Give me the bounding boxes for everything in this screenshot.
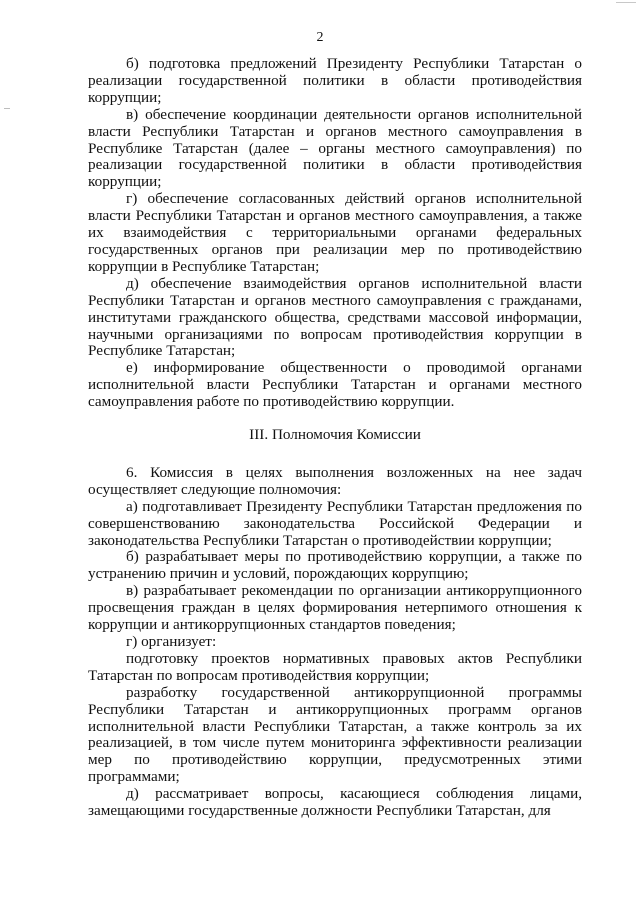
section-heading: III. Полномочия Комиссии (249, 426, 421, 444)
paragraph-program-development: разработку государственной антикоррупционной программы Республики Татарстан и антикоррупционных программ органов исполнительной власти Республики Татарстан, а также контроль за их реализацией, в том числе путем мониторинга эффективности реализации мер по противодействию коррупции, предусмотренных этими программами; (88, 683, 582, 786)
paragraph-b-proposals: б) подготовка предложений Президенту Республики Татарстан о реализации государственной политики в области противодействия коррупции; (88, 55, 582, 106)
paragraph-v-coordination: в) обеспечение координации деятельности органов исполнительной власти Республики Татарстан и органов местного самоуправления в Республике Татарстан (далее – органы местного самоуправления) по реализации государственной политики в области противодействия коррупции; (88, 105, 582, 191)
paragraph-b-measures: б) разрабатывает меры по противодействию коррупции, а также по устранению причин и условий, порождающих коррупцию; (88, 548, 582, 583)
scan-margin-mark (4, 108, 10, 110)
paragraph-d-interaction: д) обеспечение взаимодействия органов исполнительной власти Республики Татарстан и органов местного самоуправления с гражданами, институтами гражданского общества, средствами массовой информации, научными организациями по вопросам противодействия коррупции в Республике Татарстан; (88, 274, 582, 360)
paragraph-d-considers: д) рассматривает вопросы, касающиеся соблюдения лицами, замещающими государственные должности Республики Татарстан, для (88, 785, 582, 820)
paragraph-a-legislation: а) подготавливает Президенту Республики Татарстан предложения по совершенствованию законодательства Российской Федерации и законодательства Республики Татарстан о противодействии коррупции; (88, 497, 582, 549)
paragraph-6-powers: 6. Комиссия в целях выполнения возложенных на нее задач осуществляет следующие полномочия: (88, 463, 582, 498)
paragraph-g-coordinated-actions: г) обеспечение согласованных действий органов исполнительной власти Республики Татарстан и органов местного самоуправления, а также их взаимодействия с территориальными органами федеральных государственных органов при реализации мер по противодействию коррупции в Республике Татарстан; (88, 190, 582, 275)
page-number: 2 (316, 30, 324, 45)
scan-corner-mark (616, 2, 636, 4)
paragraph-v-recommendations: в) разрабатывает рекомендации по организации антикоррупционного просвещения граждан в целях формирования нетерпимого отношения к коррупции и антикоррупционных стандартов поведения; (88, 582, 582, 634)
paragraph-g-organizes: г) организует: (126, 633, 217, 650)
document-body (88, 56, 582, 820)
paragraph-e-informing: е) информирование общественности о проводимой органами исполнительной власти Республики Татарстан и органами местного самоуправления работе по противодействию коррупции. (88, 359, 582, 411)
paragraph-drafting-acts: подготовку проектов нормативных правовых актов Республики Татарстан по вопросам противодействия коррупции; (88, 649, 582, 684)
